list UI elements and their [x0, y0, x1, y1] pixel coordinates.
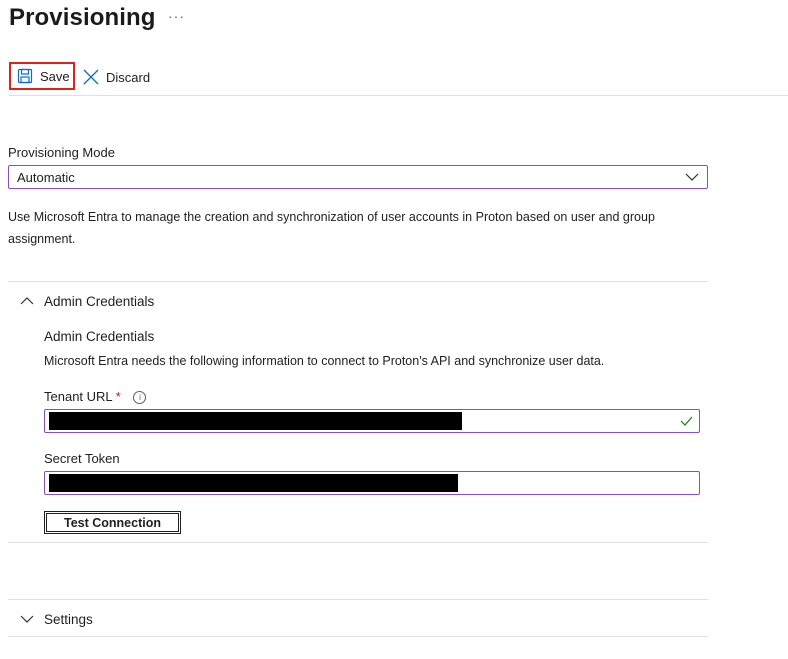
tenant-url-label: Tenant URL	[44, 389, 113, 404]
provisioning-mode-label: Provisioning Mode	[8, 145, 115, 160]
save-icon	[17, 68, 33, 84]
settings-toggle[interactable]	[20, 610, 93, 628]
provisioning-mode-select[interactable]	[8, 165, 708, 189]
section-divider	[8, 281, 708, 282]
discard-label: Discard	[106, 69, 151, 85]
section-divider	[8, 636, 708, 637]
redacted-value	[49, 412, 462, 430]
secret-token-label: Secret Token	[44, 451, 120, 466]
page-title: Provisioning	[9, 4, 156, 31]
required-marker: *	[115, 389, 121, 404]
secret-token-input[interactable]	[44, 471, 700, 495]
provisioning-mode-value: Automatic	[17, 169, 75, 185]
settings-section-label: Settings	[44, 611, 93, 627]
chevron-down-icon	[685, 171, 699, 183]
admin-credentials-section-label: Admin Credentials	[44, 293, 155, 309]
admin-credentials-heading: Admin Credentials	[44, 329, 155, 344]
tenant-url-label-row	[44, 389, 146, 404]
section-divider	[8, 542, 708, 543]
more-options-button[interactable]: ···	[168, 8, 185, 24]
test-connection-button[interactable]: Test Connection	[44, 511, 181, 534]
save-label: Save	[40, 68, 70, 84]
discard-button[interactable]	[82, 66, 150, 88]
chevron-up-icon	[20, 296, 34, 306]
chevron-down-icon	[20, 614, 34, 624]
provisioning-mode-description: Use Microsoft Entra to manage the creation and synchronization of user accounts in Proton based on user and group assignment.	[8, 210, 655, 246]
close-icon	[82, 68, 100, 86]
save-button[interactable]	[9, 62, 75, 90]
checkmark-icon	[680, 415, 693, 427]
admin-credentials-description: Microsoft Entra needs the following information to connect to Proton's API and synchronize user data.	[44, 354, 605, 368]
toolbar-divider	[9, 95, 788, 96]
tenant-url-input[interactable]	[44, 409, 700, 433]
admin-credentials-toggle[interactable]	[20, 292, 154, 310]
section-divider	[8, 599, 708, 600]
info-icon[interactable]: i	[133, 391, 146, 404]
redacted-value	[49, 474, 458, 492]
